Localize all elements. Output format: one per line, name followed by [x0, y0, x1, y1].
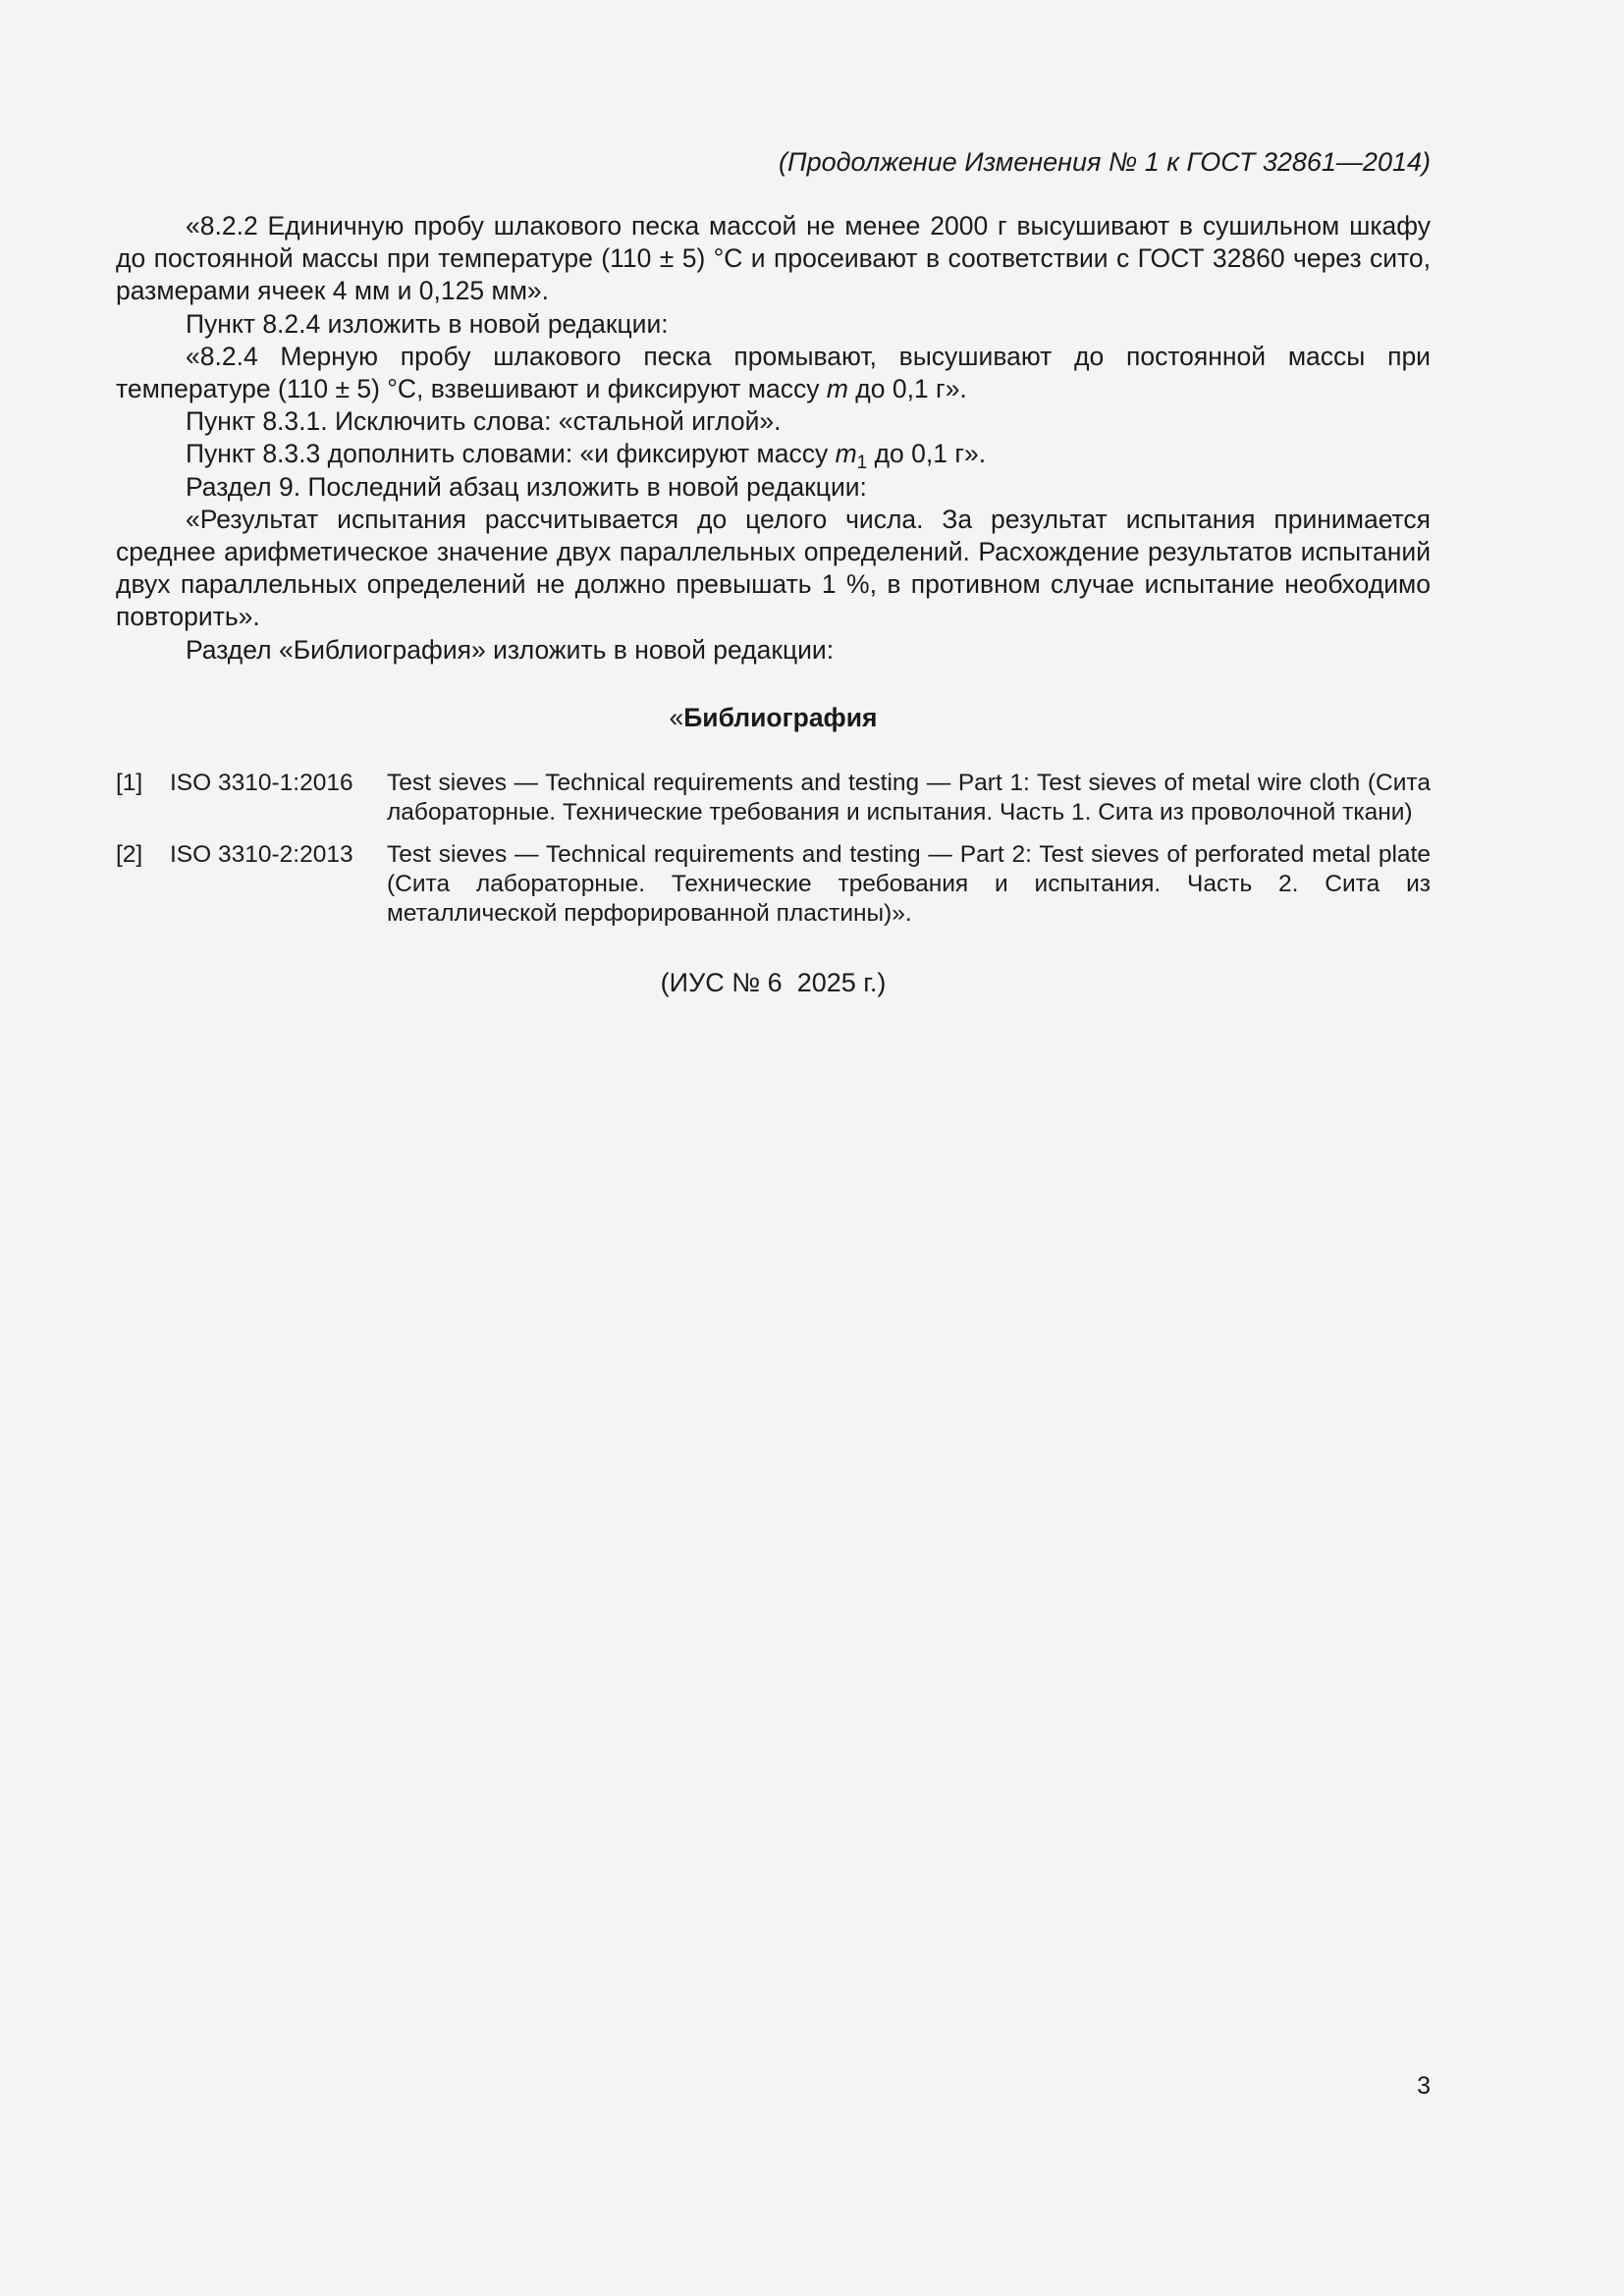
bibliography-entry	[116, 840, 1431, 929]
ius-reference: (ИУС № 6 2025 г.)	[660, 968, 887, 997]
bibliography-entry-description: Test sieves — Technical requirements and testing — Part 2: Test sieves of perforated metal plate (Сита лабораторные. Технические требования и испытания. Часть 2. Сита из металлической перфорированной пластины)».	[387, 841, 1431, 927]
bibliography-entry-number: [1]	[116, 770, 143, 796]
bibliography-entry	[116, 769, 1431, 828]
paragraph-8-3-3-end: до 0,1 г».	[867, 439, 987, 469]
mass-variable: m	[826, 374, 848, 404]
page-header: (Продолжение Изменения № 1 к ГОСТ 32861—2014)	[779, 147, 1431, 177]
bibliography-entry-description: Test sieves — Technical requirements and testing — Part 1: Test sieves of metal wire cloth (Сита лабораторные. Технические требования и испытания. Часть 1. Сита из проволочной ткани)	[387, 770, 1431, 826]
bibliography-entry-code: ISO 3310-1:2016	[170, 770, 353, 796]
paragraph-8-3-3-text: Пункт 8.3.3 дополнить словами: «и фиксируют массу	[186, 439, 836, 469]
paragraph-8-3-3	[116, 438, 1431, 474]
mass-variable-m1: m	[835, 439, 857, 469]
bibliography-entry-code: ISO 3310-2:2013	[170, 841, 353, 868]
bibliography-title	[116, 701, 1431, 734]
bibliography-title-text: Библиография	[683, 703, 878, 732]
mass-variable-subscript: 1	[856, 453, 868, 474]
bibliography-list	[116, 769, 1431, 941]
paragraph-8-2-2: «8.2.2 Единичную пробу шлакового песка массой не менее 2000 г высушивают в сушильном шкафу до постоянной массы при температуре (110 ± 5) °С и просеивают в соответствии с ГОСТ 32860 через сито, размерами ячеек 4 мм и 0,125 мм».	[116, 211, 1431, 306]
page-number: 3	[1417, 2072, 1431, 2100]
paragraph-8-2-4-end: до 0,1 г».	[847, 374, 967, 404]
bibliography-entry-number: [2]	[116, 841, 143, 868]
amendment-body	[116, 210, 1431, 667]
paragraph-bibliography-instruction: Раздел «Библиография» изложить в новой редакции:	[186, 634, 835, 665]
paragraph-8-2-4-text: «8.2.4 Мерную пробу шлакового песка промывают, высушивают до постоянной массы при температуре (110 ± 5) °С, взвешивают и фиксируют массу	[116, 341, 1431, 404]
paragraph-8-3-1: Пункт 8.3.1. Исключить слова: «стальной иглой».	[186, 406, 782, 437]
document-page	[116, 0, 1431, 2296]
paragraph-section-9: Раздел 9. Последний абзац изложить в новой редакции:	[186, 471, 867, 502]
paragraph-8-2-4	[116, 341, 1431, 405]
paragraph-result: «Результат испытания рассчитывается до целого числа. За результат испытания принимается среднее арифметическое значение двух параллельных определений. Расхождение результатов испытаний двух параллельных определений не должно превышать 1 %, в противном случае испытание необходимо повторить».	[116, 504, 1431, 632]
paragraph-instruction-8-2-4: Пункт 8.2.4 изложить в новой редакции:	[186, 308, 669, 339]
bibliography-title-quote: «	[669, 703, 684, 732]
